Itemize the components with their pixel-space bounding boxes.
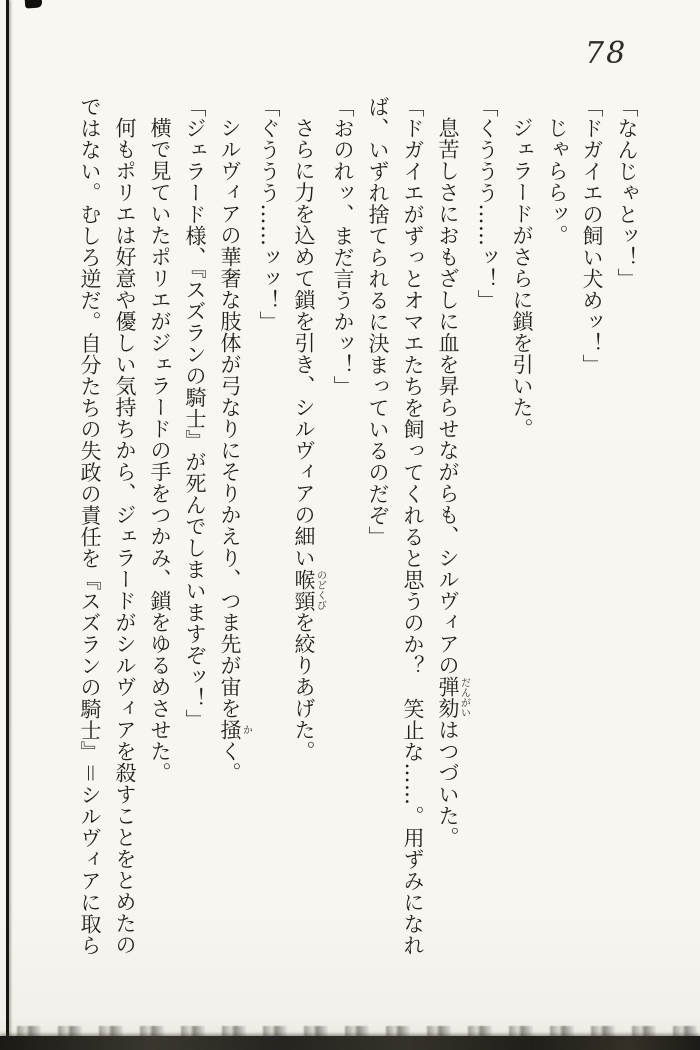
page-left-edge-shadow	[6, 0, 9, 1044]
text-line: ジェラードがさらに鎖を引いた。	[510, 117, 534, 440]
ruby-annotated-word: 弾劾だんがい	[436, 676, 470, 719]
text-line: 息苦しさにおもざしに血を昇らせながらも、シルヴィアの弾劾だんがいはつづいた。	[436, 117, 470, 848]
text-line: 「くううう……ッ！」	[475, 96, 499, 311]
page-corner-mark	[25, 0, 43, 9]
text-line: シルヴィアの華奢な肢体が弓なりにそりかえり、つま先が宙を掻かく。	[218, 117, 252, 784]
text-line: 「ドガイエの飼い犬めッ！」	[580, 96, 604, 376]
text-line: 「ぐううう……ッッ！」	[257, 96, 281, 333]
text-line: 「おのれッ、まだ言うかッ！」	[331, 96, 355, 397]
ruby-annotated-word: 掻か	[218, 719, 252, 741]
text-line: ではない。むしろ逆だ。自分たちの失政の責任を『スズランの騎士』＝シルヴィアに取ら	[78, 96, 102, 956]
ruby-annotated-word: 喉頸のどくび	[292, 568, 326, 612]
page-number: 78	[585, 36, 628, 71]
text-line: ば、いずれ捨てられるに決まっているのだぞ」	[366, 96, 390, 548]
text-line: 何もポリエは好意や優しい気持ちから、ジェラードがシルヴィアを殺すことをとめたの	[113, 117, 137, 956]
text-line: 横で見ていたポリエがジェラードの手をつかみ、鎖をゆるめさせた。	[148, 117, 172, 784]
text-line: 「なんじゃとッ！」	[615, 96, 639, 290]
vertical-text-block	[72, 96, 644, 956]
text-line: じゃららッ。	[545, 117, 569, 246]
page-bottom-edge-shadow	[0, 1036, 700, 1050]
text-line: 「ジェラード様、『スズランの騎士』が死んでしまいますぞッ！」	[183, 96, 207, 731]
text-line: さらに力を込めて鎖を引き、シルヴィアの細い喉頸のどくびを絞りあげた。	[292, 117, 326, 762]
text-line: 「ドガイエがずっとオマエたちを飼ってくれると思うのか？ 笑止な……。用ずみになれ	[401, 96, 425, 956]
